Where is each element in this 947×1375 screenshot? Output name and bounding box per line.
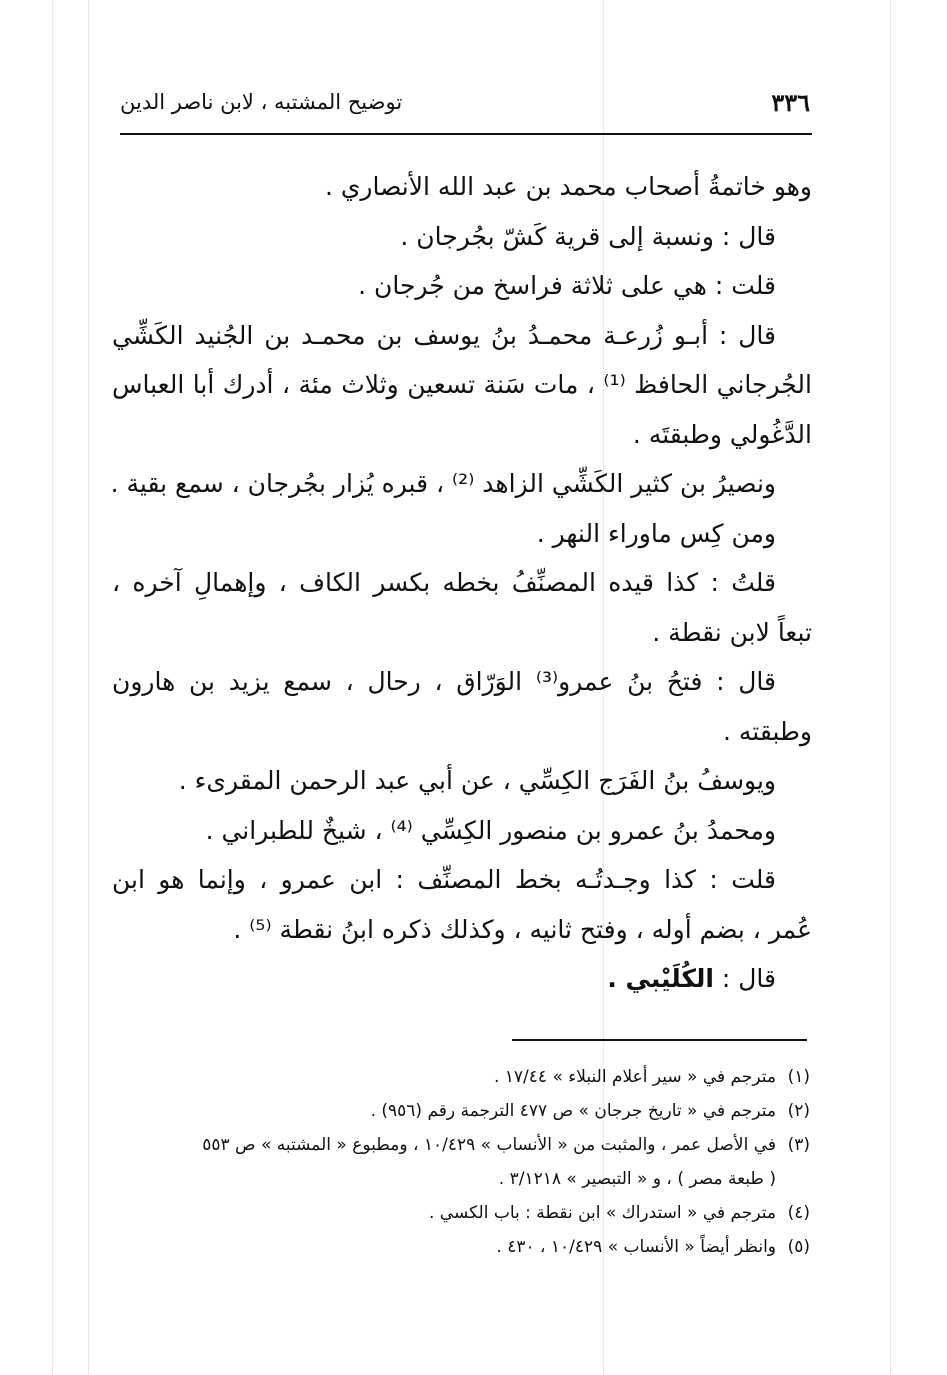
footnote: (٣)في الأصل عمر ، والمثبت من « الأنساب » ١٠/٤٢٩ ، ومطبوع « المشتبه » ص ٥٥٣ bbox=[202, 1135, 810, 1155]
text-line: وطبقته . bbox=[722, 716, 812, 746]
text-line: قال : أبـو زُرعـة محمـدُ بنُ يوسف بن محمـد بن الجُنيد الكَشِّي bbox=[112, 320, 776, 350]
footnote-divider bbox=[512, 1039, 807, 1041]
text-line: ومحمدُ بنُ عمرو بن منصور الكِسِّي ⁽⁴⁾ ، شيخٌ للطبراني . bbox=[205, 815, 776, 845]
text-line: قال : ونسبة إلى قرية كَشّ بجُرجان . bbox=[400, 221, 776, 251]
text-line: ويوسفُ بنُ الفَرَج الكِسِّي ، عن أبي عبد الرحمن المقرىء . bbox=[178, 766, 776, 795]
footnote: (٥)وانظر أيضاً « الأنساب » ١٠/٤٢٩ ، ٤٣٠ . bbox=[496, 1237, 810, 1257]
footnote-continuation: ( طبعة مصر ) ، و « التبصير » ٣/١٢١٨ . bbox=[498, 1169, 776, 1189]
text-line: قلتُ : كذا قيده المصنِّفُ بخطه بكسر الكاف ، وإهمالِ آخره ، bbox=[112, 568, 776, 597]
text-line: ومن كِس ماوراء النهر . bbox=[536, 518, 776, 548]
bold-heading: الكُلَيْبي . bbox=[607, 964, 714, 993]
text-line: وهو خاتمةُ أصحاب محمد بن عبد الله الأنصاري . bbox=[324, 172, 812, 201]
text-line: الدَّغُولي وطبقتَه . bbox=[632, 419, 812, 449]
footnote: (١)مترجم في « سير أعلام النبلاء » ١٧/٤٤ . bbox=[493, 1067, 810, 1087]
text-line: ونصيرُ بن كثير الكَشِّي الزاهد ⁽²⁾ ، قبره يُزار بجُرجان ، سمع بقية . bbox=[110, 469, 776, 498]
margin-guide bbox=[890, 0, 891, 1375]
footnote: (٤)مترجم في « استدراك » ابن نقطة : باب الكسي . bbox=[429, 1203, 810, 1223]
text-line: عُمر ، بضم أوله ، وفتح ثانيه ، وكذلك ذكره ابنُ نقطة ⁽⁵⁾ . bbox=[233, 914, 812, 944]
text-line: قلت : كذا وجـدتُـه بخط المصنِّف : ابن عمرو ، وإنما هو ابن bbox=[112, 865, 776, 894]
text-line: قال : فتحُ بنُ عمرو⁽³⁾ الوَرّاق ، رحال ، سمع يزيد بن هارون bbox=[112, 667, 776, 696]
text-line: تبعاً لابن نقطة . bbox=[652, 617, 812, 647]
page-header bbox=[120, 86, 810, 126]
page-number: ٣٣٦ bbox=[771, 88, 810, 117]
footnotes bbox=[118, 1060, 810, 1264]
main-text bbox=[112, 162, 812, 1004]
running-title: توضيح المشتبه ، لابن ناصر الدين bbox=[120, 90, 403, 114]
text-line: قلت : هي على ثلاثة فراسخ من جُرجان . bbox=[358, 271, 776, 300]
text-line: قال : الكُلَيْبي . bbox=[607, 964, 776, 993]
footnote: (٢)مترجم في « تاريخ جرجان » ص ٤٧٧ الترجمة رقم (٩٥٦) . bbox=[370, 1101, 810, 1121]
margin-guide bbox=[52, 0, 53, 1375]
margin-guide bbox=[88, 0, 89, 1375]
header-divider bbox=[120, 133, 812, 135]
text-line: الجُرجاني الحافظ ⁽¹⁾ ، مات سَنة تسعين وثلاث مئة ، أدرك أبا العباس bbox=[112, 370, 812, 399]
